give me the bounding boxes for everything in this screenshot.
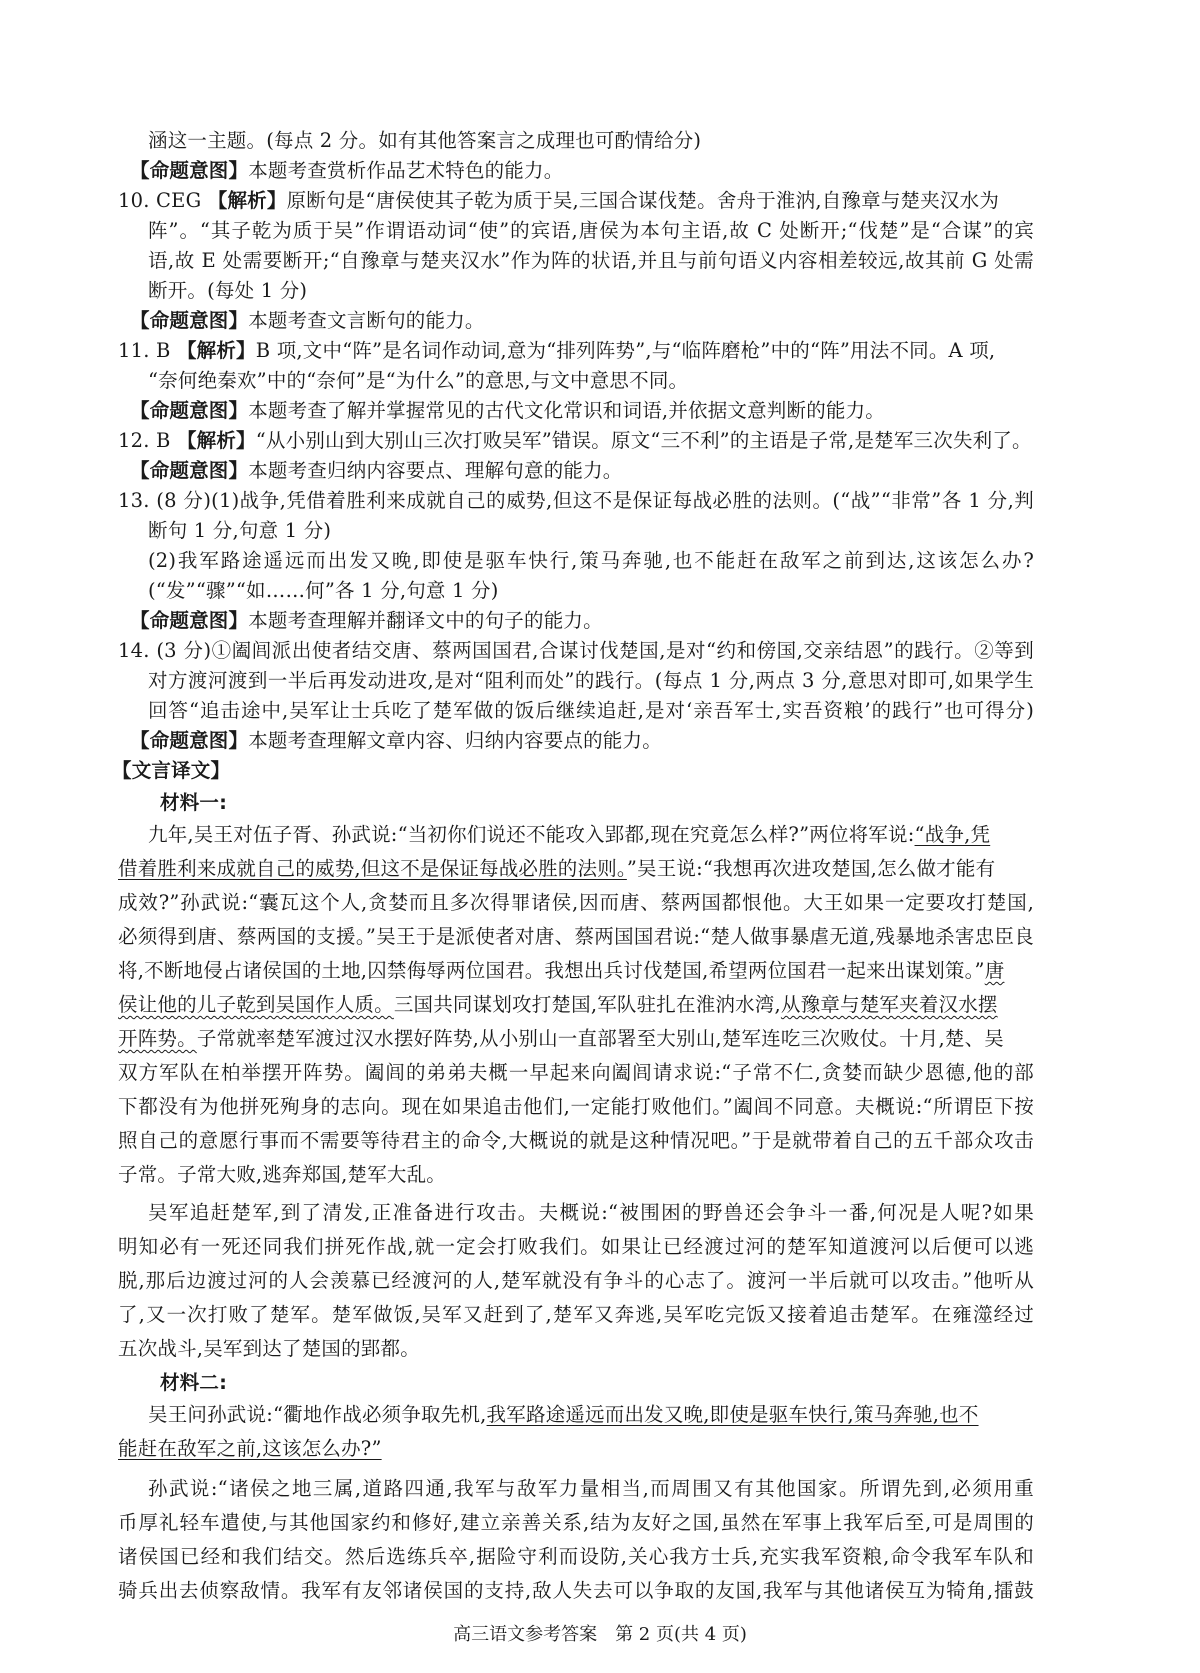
intent-text: 本题考查理解文章内容、归纳内容要点的能力。 — [248, 729, 662, 752]
q13-line-1: 13. (8 分)(1)战争,凭借着胜利来成就自己的威势,但这不是保证每战必胜的法则。(“战”“非常”各 1 分,判 — [118, 489, 1034, 512]
m1-line-16: 五次战斗,吴军到达了楚国的郢都。 — [118, 1337, 420, 1360]
m2-line-1 — [148, 1402, 1034, 1428]
intent-label: 【命题意图】 — [130, 609, 249, 632]
q10-line-2: 阵”。“其子乾为质于吴”作谓语动词“使”的宾语,唐侯为本句主语,故 C 处断开;“伐楚”是“合谋”的宾 — [148, 219, 1034, 242]
translation-heading: 【文言译文】 — [112, 759, 231, 782]
q12-text-1: “从小别山到大别山三次打败吴军”错误。原文“三不利”的主语是子常,是楚军三次失利了。 — [255, 429, 1032, 452]
intent-text: 本题考查了解并掌握常见的古代文化常识和词语,并依据文意判断的能力。 — [248, 399, 886, 422]
m1-text-6b: 三国共同谋划攻打楚国,军队驻扎在淮汭水湾, — [393, 993, 781, 1016]
intent-label: 【命题意图】 — [130, 309, 249, 332]
q12-line-1 — [118, 428, 1032, 454]
intent-label: 【命题意图】 — [130, 159, 249, 182]
q14-line-1: 14. (3 分)①阖闾派出使者结交唐、蔡两国国君,合谋讨伐楚国,是对“约和傍国,交亲结恩”的践行。②等到 — [118, 639, 1034, 662]
m1-line-3: 成效?”孙武说:“囊瓦这个人,贪婪而且多次得罪诸侯,因而唐、蔡两国都恨他。大王如果一定要攻打楚国, — [118, 891, 1034, 914]
analysis-label: 【解析】 — [207, 189, 287, 212]
m1-line-14: 脱,那后边渡过河的人会羡慕已经渡河的人,楚军就没有争斗的心志了。渡河一半后就可以攻击。”他听从 — [118, 1269, 1034, 1292]
m2-line-4: 币厚礼轻车遣使,与其他国家约和修好,建立亲善关系,结为友好之国,虽然在军事上我军后至,可是周围的 — [118, 1511, 1034, 1534]
q10-line-1 — [118, 188, 999, 214]
q14-intent-line — [130, 728, 662, 754]
m1-line-2 — [118, 856, 1034, 882]
m1-text-7b: 子常就率楚军渡过汉水摆好阵势,从小别山一直部署至大别山,楚军连吃三次败仗。十月,楚、吴 — [196, 1027, 1005, 1050]
m1-wavy-1: 唐 — [984, 959, 1005, 982]
m1-wavy-3: 从豫章与楚军夹着汉水摆 — [780, 993, 998, 1016]
intent-text: 本题考查赏析作品艺术特色的能力。 — [248, 159, 564, 182]
q11-line-1 — [118, 338, 995, 364]
m1-line-4: 必须得到唐、蔡两国的支援。”吴王于是派使者对唐、蔡两国国君说:“楚人做事暴虐无道,残暴地杀害忠臣良 — [118, 925, 1034, 948]
m2-text-1a: 吴王问孙武说:“衢地作战必须争取先机, — [148, 1403, 487, 1426]
m2-line-2 — [118, 1436, 382, 1462]
q9-end-line: 涵这一主题。(每点 2 分。如有其他答案言之成理也可酌情给分) — [148, 129, 702, 152]
m1-line-9: 下都没有为他拼死殉身的志向。现在如果追击他们,一定能打败他们。”阖闾不同意。夫概说:“所谓臣下按 — [118, 1095, 1034, 1118]
q10-answer: 10. CEG — [118, 189, 202, 212]
q10-line-4: 断开。(每处 1 分) — [148, 279, 308, 302]
m2-underline-2: 能赶在敌军之前,这该怎么办?” — [118, 1437, 382, 1460]
m1-line-6 — [118, 992, 1034, 1018]
analysis-label: 【解析】 — [176, 429, 256, 452]
m2-line-3: 孙武说:“诸侯之地三属,道路四通,我军与敌军力量相当,而周围又有其他国家。所谓先到,必须用重 — [148, 1477, 1034, 1500]
intent-label: 【命题意图】 — [130, 729, 249, 752]
m1-wavy-2: 侯让他的儿子乾到吴国作人质。 — [118, 993, 394, 1016]
material-one-heading: 材料一: — [160, 791, 228, 814]
q13-line-3: (2)我军路途遥远而出发又晚,即使是驱车快行,策马奔驰,也不能赶在敌军之前到达,这该怎么办? — [148, 549, 1034, 572]
m1-text-5a: 将,不断地侵占诸侯国的土地,囚禁侮辱两位国君。我想出兵讨伐楚国,希望两位国君一起来出谋划策。” — [118, 959, 985, 982]
m1-underline-1: “战争,凭 — [914, 823, 991, 846]
m1-line-1 — [148, 822, 1034, 848]
q11-answer: 11. B — [118, 339, 171, 362]
q11-line-2: “奈何绝秦欢”中的“奈何”是“为什么”的意思,与文中意思不同。 — [148, 369, 689, 392]
q11-intent-line — [130, 398, 885, 424]
q12-answer: 12. B — [118, 429, 171, 452]
q14-line-3: 回答“追击途中,吴军让士兵吃了楚军做的饭后继续追赶,是对‘亲吾军士,实吾资粮’的践行”也可得分) — [148, 699, 1034, 722]
analysis-label: 【解析】 — [176, 339, 256, 362]
m2-underline-1: 我军路途遥远而出发又晚,即使是驱车快行,策马奔驰,也不 — [486, 1403, 979, 1426]
m1-wavy-4: 开阵势。 — [118, 1027, 197, 1050]
q9-intent-line — [130, 158, 563, 184]
intent-text: 本题考查文言断句的能力。 — [248, 309, 485, 332]
intent-text: 本题考查归纳内容要点、理解句意的能力。 — [248, 459, 623, 482]
m1-line-13: 明知必有一死还同我们拼死作战,就一定会打败我们。如果让已经渡过河的楚军知道渡河以后便可以逃 — [118, 1235, 1034, 1258]
q14-line-2: 对方渡河渡到一半后再发动进攻,是对“阻利而处”的践行。(每点 1 分,两点 3 分,意思对即可,如果学生 — [148, 669, 1034, 692]
q11-text-1: B 项,文中“阵”是名词作动词,意为“排列阵势”,与“临阵磨枪”中的“阵”用法不同。A 项, — [255, 339, 996, 362]
intent-label: 【命题意图】 — [130, 459, 249, 482]
q13-line-2: 断句 1 分,句意 1 分) — [148, 519, 332, 542]
m2-line-5: 诸侯国已经和我们结交。然后选练兵卒,据险守利而设防,关心我方士兵,充实我军资粮,命令我军车队和 — [118, 1545, 1034, 1568]
q10-line-3: 语,故 E 处需要断开;“自豫章与楚夹汉水”作为阵的状语,并且与前句语义内容相差较远,故其前 G 处需 — [148, 249, 1034, 272]
q13-intent-line — [130, 608, 603, 634]
q10-text-1: 原断句是“唐侯使其子乾为质于吴,三国合谋伐楚。舍舟于淮汭,自豫章与楚夹汉水为 — [286, 189, 1000, 212]
material-two-heading: 材料二: — [160, 1371, 228, 1394]
m1-line-11: 子常。子常大败,逃奔郑国,楚军大乱。 — [118, 1163, 446, 1186]
intent-text: 本题考查理解并翻译文中的句子的能力。 — [248, 609, 603, 632]
m1-text-2b: ”吴王说:“我想再次进攻楚国,怎么做才能有 — [626, 857, 996, 880]
m1-line-12: 吴军追赶楚军,到了清发,正准备进行攻击。夫概说:“被围困的野兽还会争斗一番,何况是人呢?如果 — [148, 1201, 1034, 1224]
m1-line-8: 双方军队在柏举摆开阵势。阖闾的弟弟夫概一早起来向阖闾请求说:“子常不仁,贪婪而缺少恩德,他的部 — [118, 1061, 1034, 1084]
q12-intent-line — [130, 458, 623, 484]
m1-line-7 — [118, 1026, 1034, 1052]
intent-label: 【命题意图】 — [130, 399, 249, 422]
q13-line-4: (“发”“骤”“如……何”各 1 分,句意 1 分) — [148, 579, 499, 602]
page-footer: 高三语文参考答案 第 2 页(共 4 页) — [453, 1624, 747, 1645]
m2-line-6: 骑兵出去侦察敌情。我军有友邻诸侯国的支持,敌人失去可以争取的友国,我军与其他诸侯互为犄角,擂鼓 — [118, 1579, 1034, 1602]
m1-underline-2: 借着胜利来成就自己的威势,但这不是保证每战必胜的法则。 — [118, 857, 627, 880]
m1-line-5 — [118, 958, 1034, 984]
m1-line-10: 照自己的意愿行事而不需要等待君主的命令,大概说的就是这种情况吧。”于是就带着自己的五千部众攻击 — [118, 1129, 1034, 1152]
q10-intent-line — [130, 308, 485, 334]
m1-line-15: 了,又一次打败了楚军。楚军做饭,吴军又赶到了,楚军又奔逃,吴军吃完饭又接着追击楚军。在雍澨经过 — [118, 1303, 1034, 1326]
m1-text-1a: 九年,吴王对伍子胥、孙武说:“当初你们说还不能攻入郢都,现在究竟怎么样?”两位将军说: — [148, 823, 915, 846]
